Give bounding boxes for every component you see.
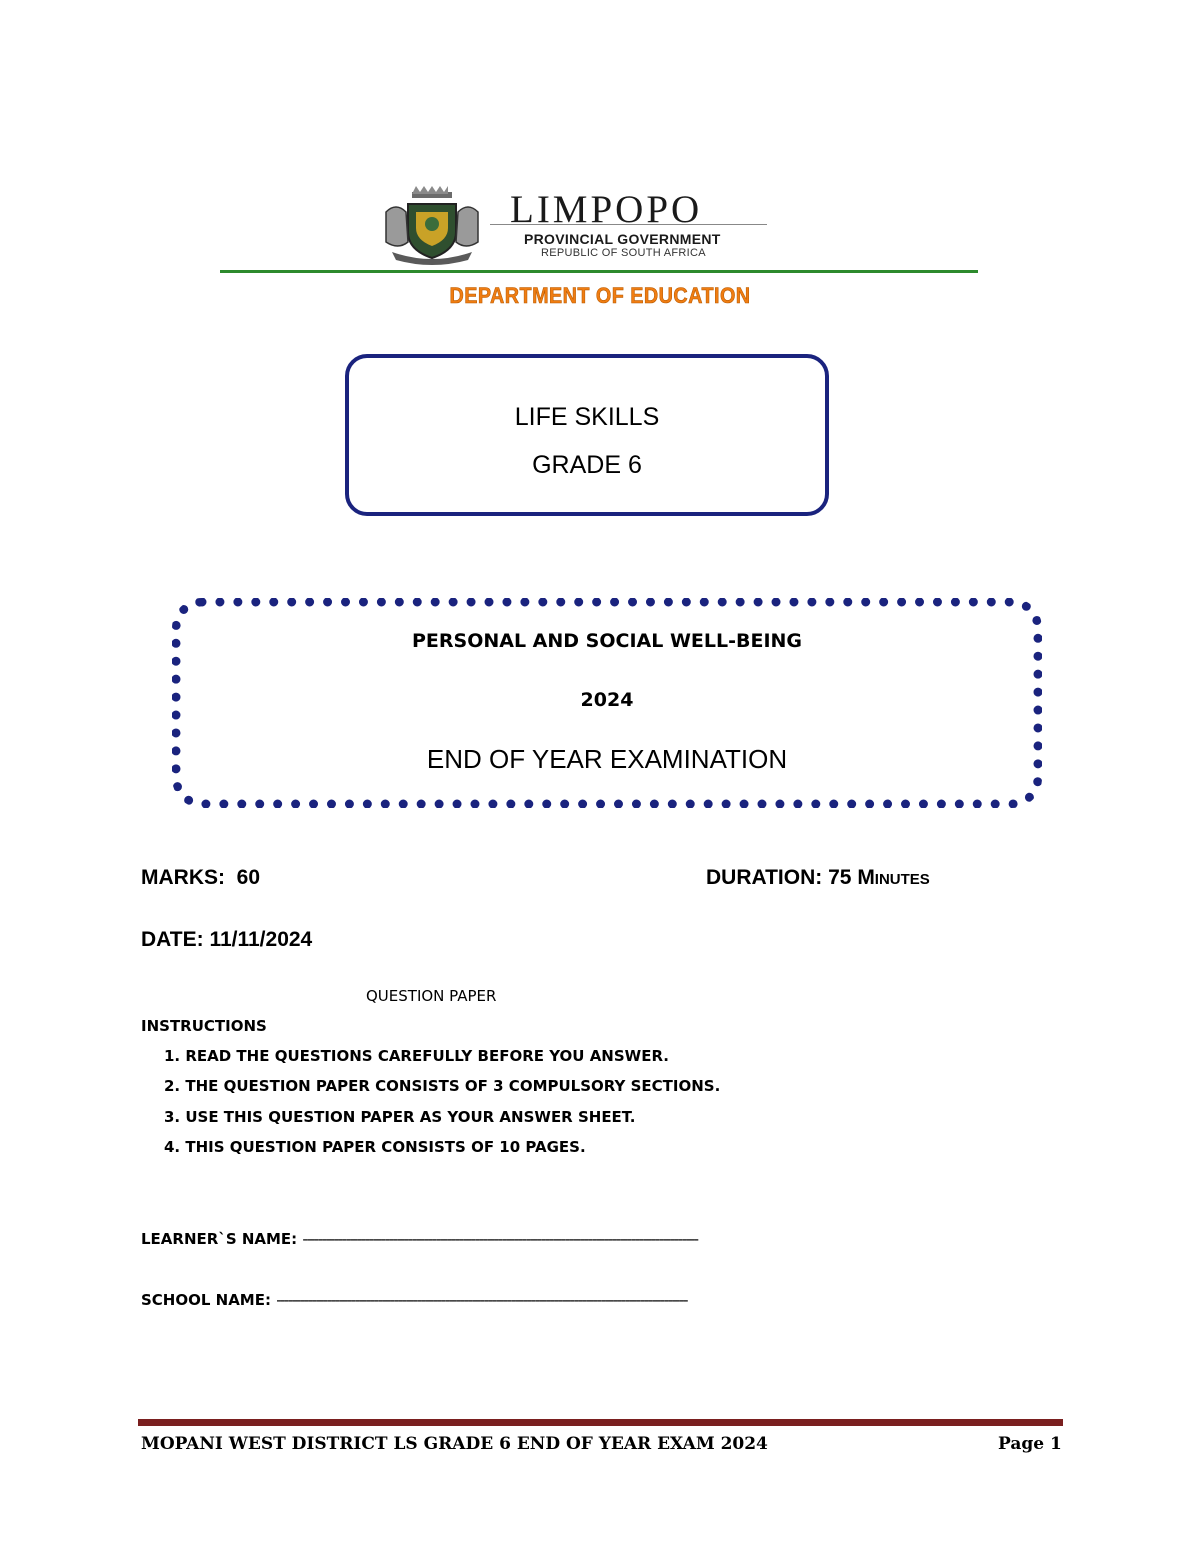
exam-topic: PERSONAL AND SOCIAL WELL-BEING — [411, 630, 803, 652]
department-title: DEPARTMENT OF EDUCATION — [449, 283, 751, 308]
instruction-item: 1. READ THE QUESTIONS CAREFULLY BEFORE YOU ANSWER. — [164, 1047, 669, 1065]
duration-label: DURATION: — [706, 866, 823, 889]
instructions-heading: INSTRUCTIONS — [141, 1017, 267, 1035]
learner-name-label: LEARNER`S NAME: — [141, 1230, 298, 1248]
learner-name-line[interactable]: ----------------------------------------------------------------------------------------------------- — [302, 1230, 698, 1248]
grade-title: GRADE 6 — [532, 451, 642, 479]
marks-label: MARKS: — [141, 866, 225, 889]
header-rule — [220, 270, 978, 273]
subject-title: LIFE SKILLS — [514, 403, 660, 431]
marks-row — [141, 866, 260, 890]
marks-value: 60 — [236, 866, 261, 889]
footer-rule — [138, 1419, 1063, 1426]
school-name-field[interactable] — [141, 1291, 687, 1309]
instruction-item: 4. THIS QUESTION PAPER CONSISTS OF 10 PAGES. — [164, 1138, 586, 1156]
instruction-item: 3. USE THIS QUESTION PAPER AS YOUR ANSWER SHEET. — [164, 1108, 636, 1126]
coat-of-arms-icon — [372, 182, 492, 268]
date-value: 11/11/2024 — [209, 928, 313, 951]
subject-box — [345, 354, 829, 516]
school-name-line[interactable]: --------------------------------------------------------------------------------------------------------- — [276, 1291, 688, 1309]
exam-type: END OF YEAR EXAMINATION — [426, 744, 788, 774]
date-row — [141, 928, 312, 952]
duration-unit: Minutes — [857, 866, 930, 889]
logo-title: LIMPOPO — [510, 188, 703, 231]
logo-tagline: REPUBLIC OF SOUTH AFRICA — [541, 247, 706, 259]
duration-value: 75 — [828, 866, 852, 889]
school-name-label: SCHOOL NAME: — [141, 1291, 271, 1309]
page-number: Page 1 — [998, 1434, 1062, 1454]
paper-title: QUESTION PAPER — [366, 987, 497, 1005]
exam-year: 2024 — [580, 689, 634, 711]
footer-title: MOPANI WEST DISTRICT LS GRADE 6 END OF YEAR EXAM 2024 — [141, 1434, 768, 1454]
duration-row — [706, 866, 930, 890]
date-label: DATE: — [141, 928, 204, 951]
instruction-item: 2. THE QUESTION PAPER CONSISTS OF 3 COMPULSORY SECTIONS. — [164, 1077, 721, 1095]
logo-subtitle: PROVINCIAL GOVERNMENT — [524, 231, 721, 247]
learner-name-field[interactable] — [141, 1230, 698, 1248]
